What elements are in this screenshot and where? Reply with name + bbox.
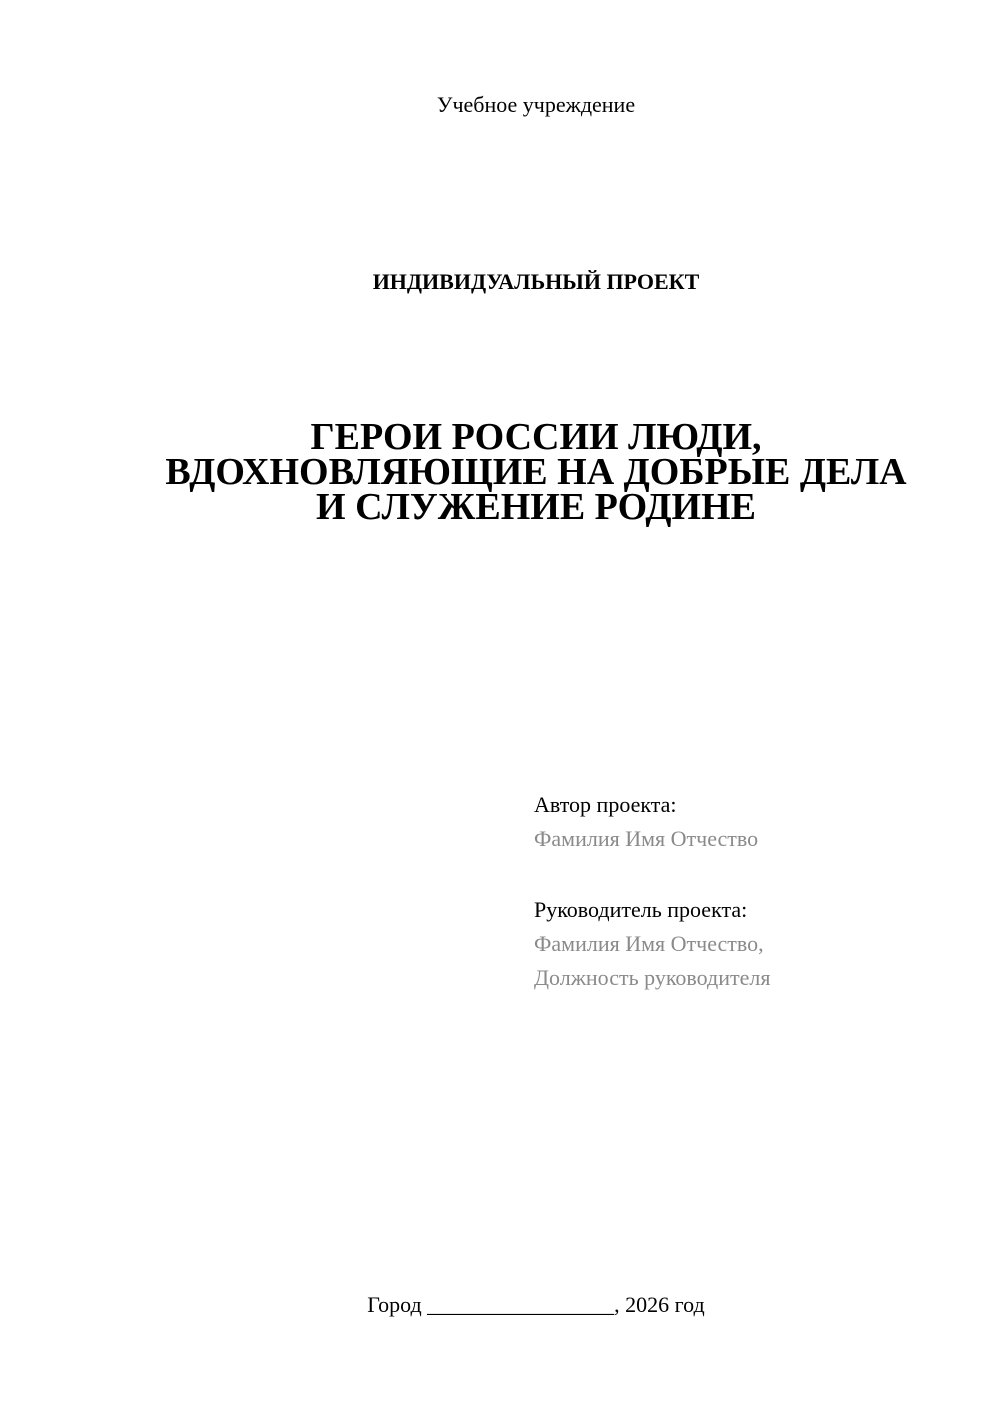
- credits-spacer: [534, 856, 770, 893]
- project-title-line-3: И СЛУЖЕНИЕ РОДИНЕ: [316, 486, 756, 528]
- author-name: Фамилия Имя Отчество: [534, 826, 759, 851]
- project-type-heading: ИНДИВИДУАЛЬНЫЙ ПРОЕКТ: [372, 269, 700, 294]
- project-credits: [534, 788, 770, 995]
- institution-name: Учебное учреждение: [436, 92, 636, 117]
- project-title-line-1: ГЕРОИ РОССИИ ЛЮДИ,: [310, 416, 762, 458]
- supervisor-name: Фамилия Имя Отчество,: [534, 931, 764, 956]
- project-title-line-2: ВДОХНОВЛЯЮЩИЕ НА ДОБРЫЕ ДЕЛА: [165, 451, 907, 493]
- author-label: Автор проекта:: [534, 792, 677, 817]
- supervisor-label: Руководитель проекта:: [534, 897, 748, 922]
- city-year-line: Город _________________, 2026 год: [367, 1292, 705, 1317]
- project-title: [0, 416, 1000, 528]
- supervisor-position: Должность руководителя: [534, 965, 771, 990]
